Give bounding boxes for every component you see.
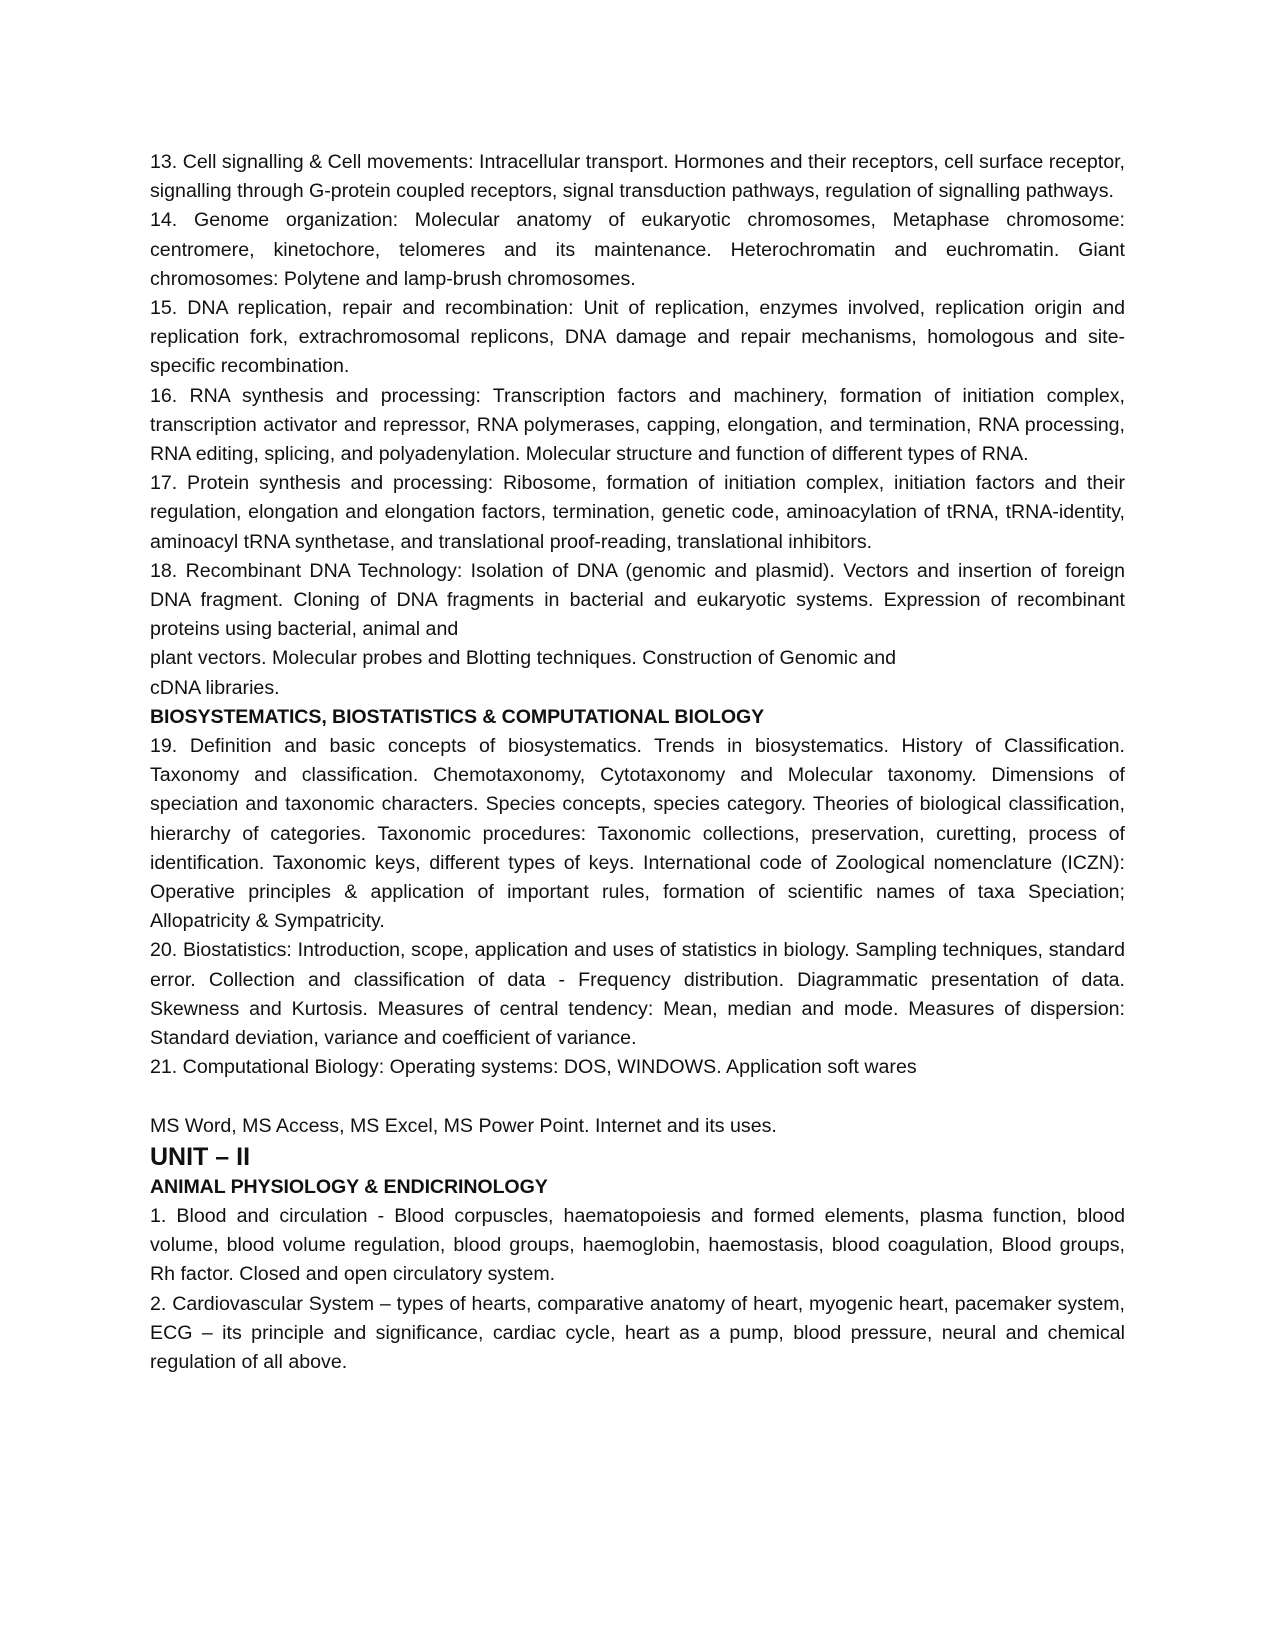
paragraph-15-dna-replication: 15. DNA replication, repair and recombination: Unit of replication, enzymes involved, replication origin and replication fork, extrachromosomal replicons, DNA damage and repair mechanisms, homologous and site-specific recombination. [150,297,1125,378]
paragraph-19-biosystematics: 19. Definition and basic concepts of biosystematics. Trends in biosystematics. History of Classification. Taxonomy and classification. Chemotaxonomy, Cytotaxonomy and Molecular taxonomy. Dimensions of speciation and taxonomic characters. Species concepts, species category. Theories of biological classification, hierarchy of categories. Taxonomic procedures: Taxonomic collections, preservation, curetting, process of identification. Taxonomic keys, different types of keys. International code of Zoological nomenclature (ICZN): Operative principles & application of important rules, formation of scientific names of taxa Speciation; Allopatricity & Sympatricity. [150,735,1125,933]
paragraph-20-biostatistics: 20. Biostatistics: Introduction, scope, application and uses of statistics in biology. Sampling techniques, standard error. Collection and classification of data - Frequency distribution. Diagrammatic presentation of data. Skewness and Kurtosis. Measures of central tendency: Mean, median and mode. Measures of dispersion: Standard deviation, variance and coefficient of variance. [150,939,1125,1050]
paragraph-18-continuation-line-1: plant vectors. Molecular probes and Blotting techniques. Construction of Genomic and [150,647,897,670]
paragraph-17-protein-synthesis: 17. Protein synthesis and processing: Ribosome, formation of initiation complex, initiation factors and their regulation, elongation and elongation factors, termination, genetic code, aminoacylation of tRNA, tRNA-identity, aminoacyl tRNA synthetase, and translational proof-reading, translational inhibitors. [150,472,1125,553]
section-heading-biosystematics: BIOSYSTEMATICS, BIOSTATISTICS & COMPUTATIONAL BIOLOGY [150,705,765,728]
unit-heading: UNIT – II [150,1142,251,1171]
blank-line [150,1083,1125,1112]
document-page [150,148,1125,1377]
paragraph-unit2-2-cardiovascular: 2. Cardiovascular System – types of hearts, comparative anatomy of heart, myogenic heart, pacemaker system, ECG – its principle and significance, cardiac cycle, heart as a pump, blood pressure, neural and chemical regulation of all above. [150,1292,1125,1373]
paragraph-14-genome-organization: 14. Genome organization: Molecular anatomy of eukaryotic chromosomes, Metaphase chromosome: centromere, kinetochore, telomeres and its maintenance. Heterochromatin and euchromatin. Giant chromosomes: Polytene and lamp-brush chromosomes. [150,209,1125,290]
paragraph-unit2-1-blood-circulation: 1. Blood and circulation - Blood corpuscles, haematopoiesis and formed elements, plasma function, blood volume, blood volume regulation, blood groups, haemoglobin, haemostasis, blood coagulation, Blood groups, Rh factor. Closed and open circulatory system. [150,1204,1125,1286]
paragraph-21-computational-biology: 21. Computational Biology: Operating systems: DOS, WINDOWS. Application soft wares [150,1056,917,1079]
paragraph-13-cell-signalling: 13. Cell signalling & Cell movements: Intracellular transport. Hormones and their receptors, cell surface receptor, signalling through G-protein coupled receptors, signal transduction pathways, regulation of signalling pathways. [150,151,1125,203]
paragraph-18-continuation-line-2: cDNA libraries. [150,676,280,699]
section-heading-animal-physiology: ANIMAL PHYSIOLOGY & ENDICRINOLOGY [150,1175,548,1198]
paragraph-21-continuation: MS Word, MS Access, MS Excel, MS Power Point. Internet and its uses. [150,1114,777,1137]
paragraph-16-rna-synthesis: 16. RNA synthesis and processing: Transcription factors and machinery, formation of initiation complex, transcription activator and repressor, RNA polymerases, capping, elongation, and termination, RNA processing, RNA editing, splicing, and polyadenylation. Molecular structure and function of different types of RNA. [150,384,1125,466]
paragraph-18-recombinant-dna: 18. Recombinant DNA Technology: Isolation of DNA (genomic and plasmid). Vectors and insertion of foreign DNA fragment. Cloning of DNA fragments in bacterial and eukaryotic systems. Expression of recombinant proteins using bacterial, animal and [150,559,1125,641]
